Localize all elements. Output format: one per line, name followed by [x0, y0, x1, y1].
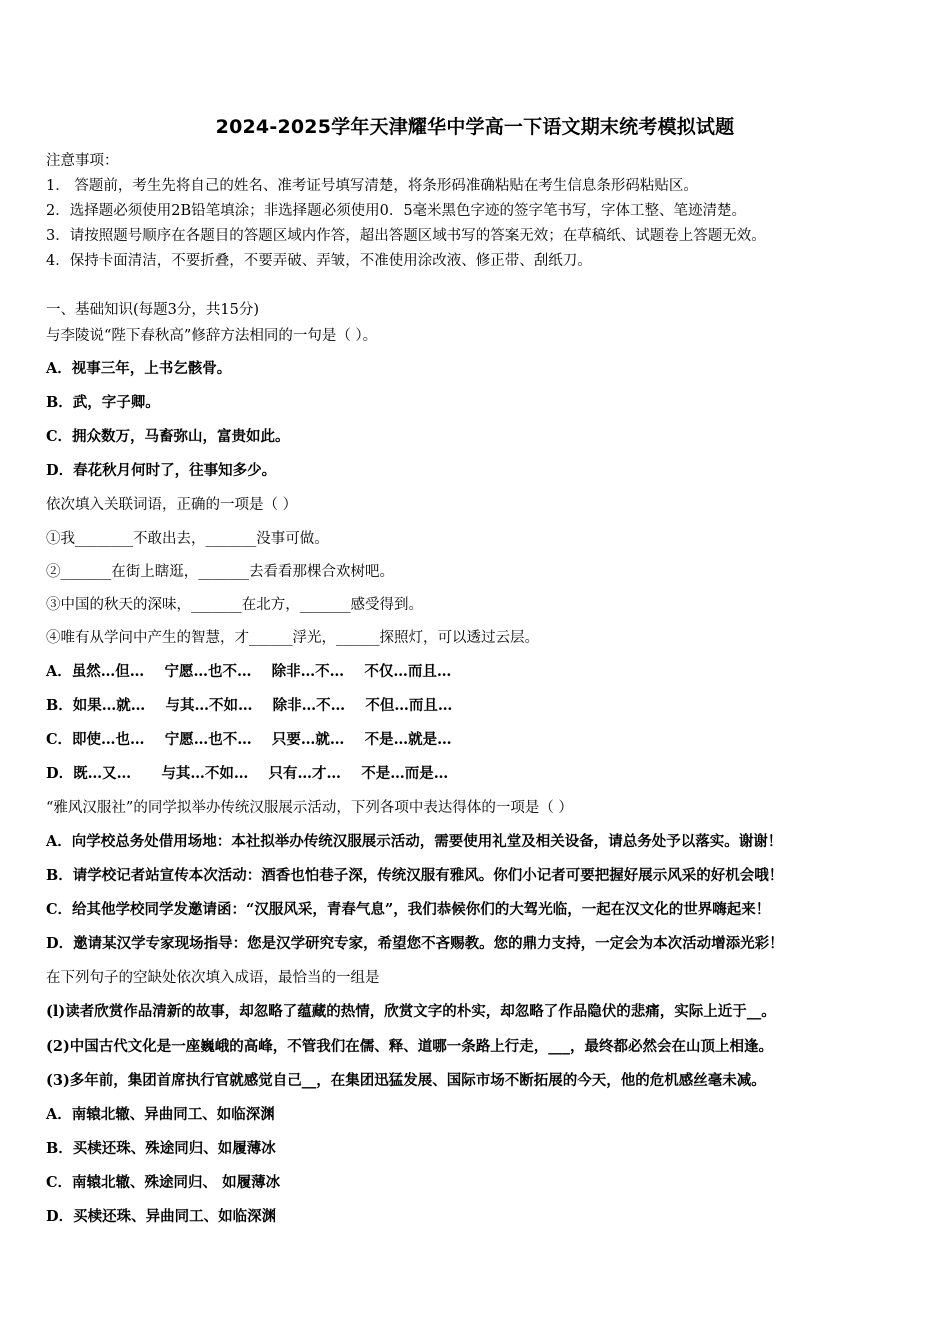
q4-stem: 在下列句子的空缺处依次填入成语，最恰当的一组是: [46, 970, 380, 986]
q3-stem: “雅风汉服社”的同学拟举办传统汉服展示活动，下列各项中表达得体的一项是（ ）: [46, 800, 573, 816]
q2-item-3: ③中国的秋天的深味，_______在北方，_______感受得到。: [46, 597, 423, 613]
notice-item-4: 4．保持卡面清洁，不要折叠，不要弄破、弄皱，不准使用涂改液、修正带、刮纸刀。: [46, 253, 592, 269]
q1-stem: 与李陵说“陛下春秋高”修辞方法相同的一句是（ ）。: [46, 328, 378, 344]
q2-option-d: D．既…又… 与其…不如… 只有…才… 不是…而是…: [46, 765, 449, 782]
q2-item-2: ②_______在街上瞎逛，_______去看看那棵合欢树吧。: [46, 564, 394, 580]
q1-option-c: C．拥众数万，马畜弥山，富贵如此。: [46, 428, 290, 445]
q4-option-a: A．南辕北辙、异曲同工、如临深渊: [46, 1106, 275, 1123]
q2-stem: 依次填入关联词语，正确的一项是（ ）: [46, 497, 298, 513]
q2-item-4: ④唯有从学问中产生的智慧，才______浮光，______探照灯，可以透过云层。: [46, 630, 539, 646]
notice-item-1: 1． 答题前，考生先将自己的姓名、准考证号填写清楚，将条形码准确粘贴在考生信息条形码粘贴区。: [46, 178, 698, 194]
q2-item-1: ①我________不敢出去，_______没事可做。: [46, 531, 329, 547]
q3-option-d: D．邀请某汉学专家现场指导：您是汉学研究专家，希望您不吝赐教。您的鼎力支持，一定会为本次活动增添光彩！: [46, 935, 784, 952]
page-title: 2024-2025学年天津耀华中学高一下语文期末统考模拟试题: [215, 116, 735, 138]
notice-item-2: 2．选择题必须使用2B铅笔填涂；非选择题必须使用0．5毫米黑色字迹的签字笔书写，字体工整、笔迹清楚。: [46, 203, 747, 219]
section-heading: 一、基础知识(每题3分，共15分): [46, 302, 259, 318]
q4-item-2: (2)中国古代文化是一座巍峨的高峰，不管我们在儒、释、道哪一条路上行走，___，最终都必然会在山顶上相逢。: [46, 1038, 774, 1055]
q3-option-b: B．请学校记者站宣传本次活动：酒香也怕巷子深，传统汉服有雅风。你们小记者可要把握好展示风采的好机会哦！: [46, 867, 784, 884]
q3-option-c: C．给其他学校同学发邀请函：“汉服风采，青春气息”，我们恭候你们的大驾光临，一起在汉文化的世界嗨起来！: [46, 901, 771, 918]
q2-option-b: B．如果…就… 与其…不如… 除非…不… 不但…而且…: [46, 697, 453, 714]
q1-option-a: A．视事三年，上书乞骸骨。: [46, 360, 232, 377]
q4-item-3: (3)多年前，集团首席执行官就感觉自己__，在集团迅猛发展、国际市场不断拓展的今天，他的危机感丝毫未减。: [46, 1072, 766, 1089]
q1-option-d: D．春花秋月何时了，往事知多少。: [46, 462, 277, 479]
notice-heading: 注意事项：: [46, 153, 119, 169]
q3-option-a: A．向学校总务处借用场地：本社拟举办传统汉服展示活动，需要使用礼堂及相关设备，请总务处予以落实。谢谢！: [46, 833, 783, 850]
q4-option-c: C．南辕北辙、殊途同归、 如履薄冰: [46, 1174, 281, 1191]
q1-option-b: B．武，字子卿。: [46, 394, 160, 411]
q4-option-b: B．买椟还珠、殊途同归、如履薄冰: [46, 1140, 276, 1157]
notice-item-3: 3．请按照题号顺序在各题目的答题区域内作答，超出答题区域书写的答案无效；在草稿纸、试题卷上答题无效。: [46, 228, 766, 244]
q4-option-d: D．买椟还珠、异曲同工、如临深渊: [46, 1208, 277, 1225]
q2-option-c: C．即使…也… 宁愿…也不… 只要…就… 不是…就是…: [46, 731, 452, 748]
q4-item-1: (l)读者欣赏作品清新的故事，却忽略了蕴藏的热情，欣赏文字的朴实，却忽略了作品隐伏的悲痛，实际上近于__。: [46, 1003, 776, 1020]
q2-option-a: A．虽然…但… 宁愿…也不… 除非…不… 不仅…而且…: [46, 663, 452, 680]
